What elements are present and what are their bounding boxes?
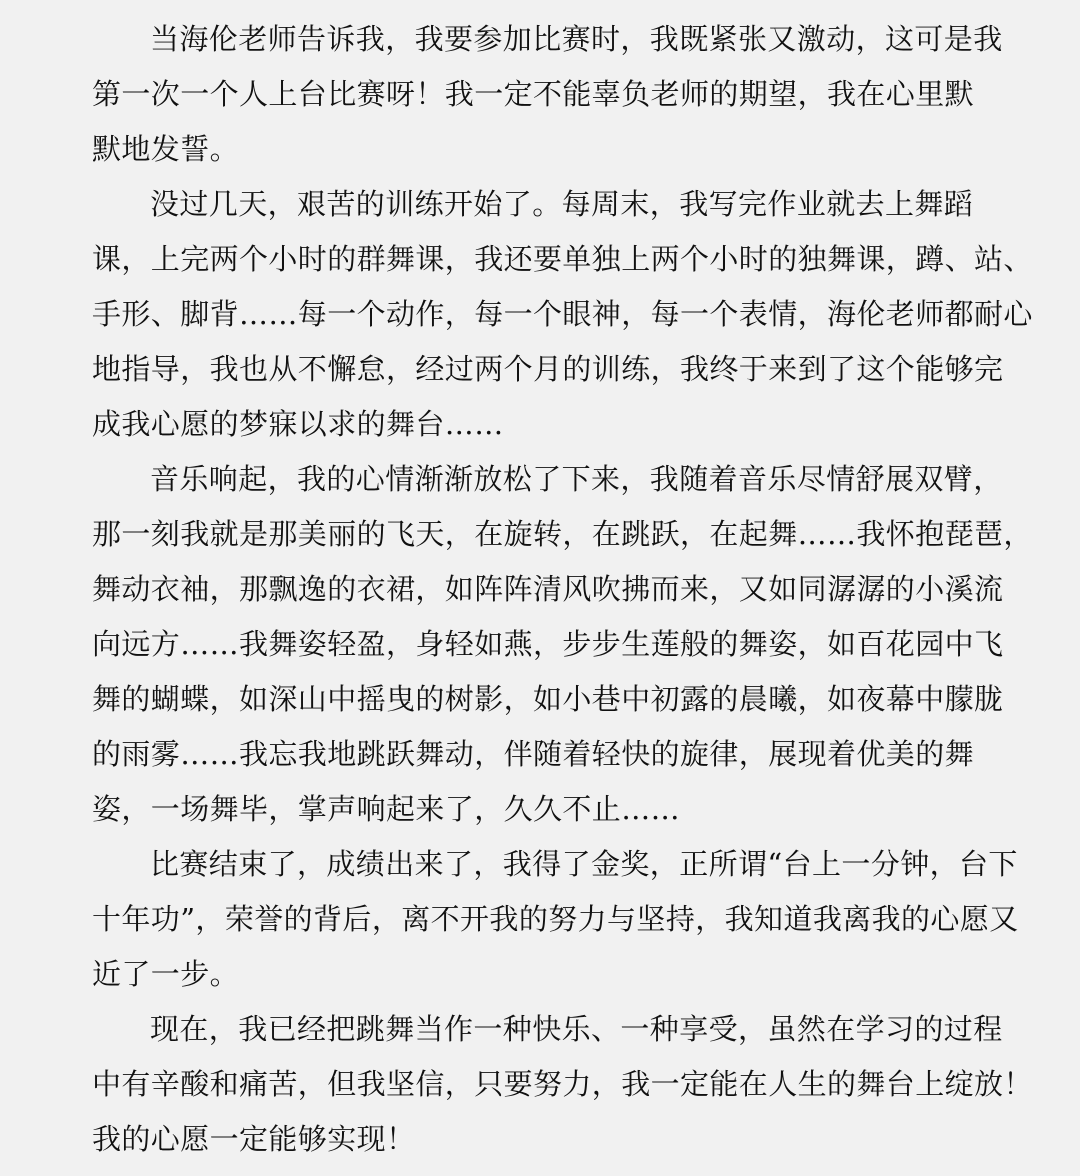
text-line: 现在，我已经把跳舞当作一种快乐、一种享受，虽然在学习的过程 — [150, 1012, 1003, 1046]
paragraph-4 — [92, 837, 1019, 1002]
text-line: 我的心愿一定能够实现！ — [92, 1122, 416, 1156]
text-line: 姿，一场舞毕，掌声响起来了，久久不止…… — [92, 792, 681, 826]
text-line: 中有辛酸和痛苦，但我坚信，只要努力，我一定能在人生的舞台上绽放！ — [92, 1067, 1033, 1101]
text-line: 音乐响起，我的心情渐渐放松了下来，我随着音乐尽情舒展双臂， — [150, 462, 1003, 496]
text-line: 课，上完两个小时的群舞课，我还要单独上两个小时的独舞课，蹲、站、 — [92, 242, 1033, 276]
text-line: 的雨雾……我忘我地跳跃舞动，伴随着轻快的旋律，展现着优美的舞 — [92, 737, 975, 771]
text-line: 手形、脚背……每一个动作，每一个眼神，每一个表情，海伦老师都耐心 — [92, 297, 1033, 331]
text-line: 地指导，我也从不懈怠，经过两个月的训练，我终于来到了这个能够完 — [92, 352, 1004, 386]
text-line: 没过几天，艰苦的训练开始了。每周末，我写完作业就去上舞蹈 — [150, 187, 974, 221]
paragraph-2 — [92, 177, 1033, 452]
text-line: 舞的蝴蝶，如深山中摇曳的树影，如小巷中初露的晨曦，如夜幕中朦胧 — [92, 682, 1004, 716]
text-line: 第一次一个人上台比赛呀！我一定不能辜负老师的期望，我在心里默 — [92, 77, 975, 111]
text-line: 当海伦老师告诉我，我要参加比赛时，我既紧张又激动，这可是我 — [150, 22, 1003, 56]
text-line: 向远方……我舞姿轻盈，身轻如燕，步步生莲般的舞姿，如百花园中飞 — [92, 627, 1004, 661]
text-line: 成我心愿的梦寐以求的舞台…… — [92, 407, 504, 441]
text-line: 那一刻我就是那美丽的飞天，在旋转，在跳跃，在起舞……我怀抱琵琶， — [92, 517, 1033, 551]
text-line: 舞动衣袖，那飘逸的衣裙，如阵阵清风吹拂而来，又如同潺潺的小溪流 — [92, 572, 1004, 606]
text-line: 近了一步。 — [92, 957, 240, 991]
text-line: 默地发誓。 — [92, 132, 240, 166]
essay-text — [92, 12, 1033, 1167]
text-line: 比赛结束了，成绩出来了，我得了金奖，正所谓“台上一分钟，台下 — [150, 847, 1018, 881]
paragraph-3 — [92, 452, 1033, 837]
text-line: 十年功”，荣誉的背后，离不开我的努力与坚持，我知道我离我的心愿又 — [92, 902, 1019, 936]
paragraph-1 — [92, 12, 1003, 177]
paragraph-5 — [92, 1002, 1033, 1167]
